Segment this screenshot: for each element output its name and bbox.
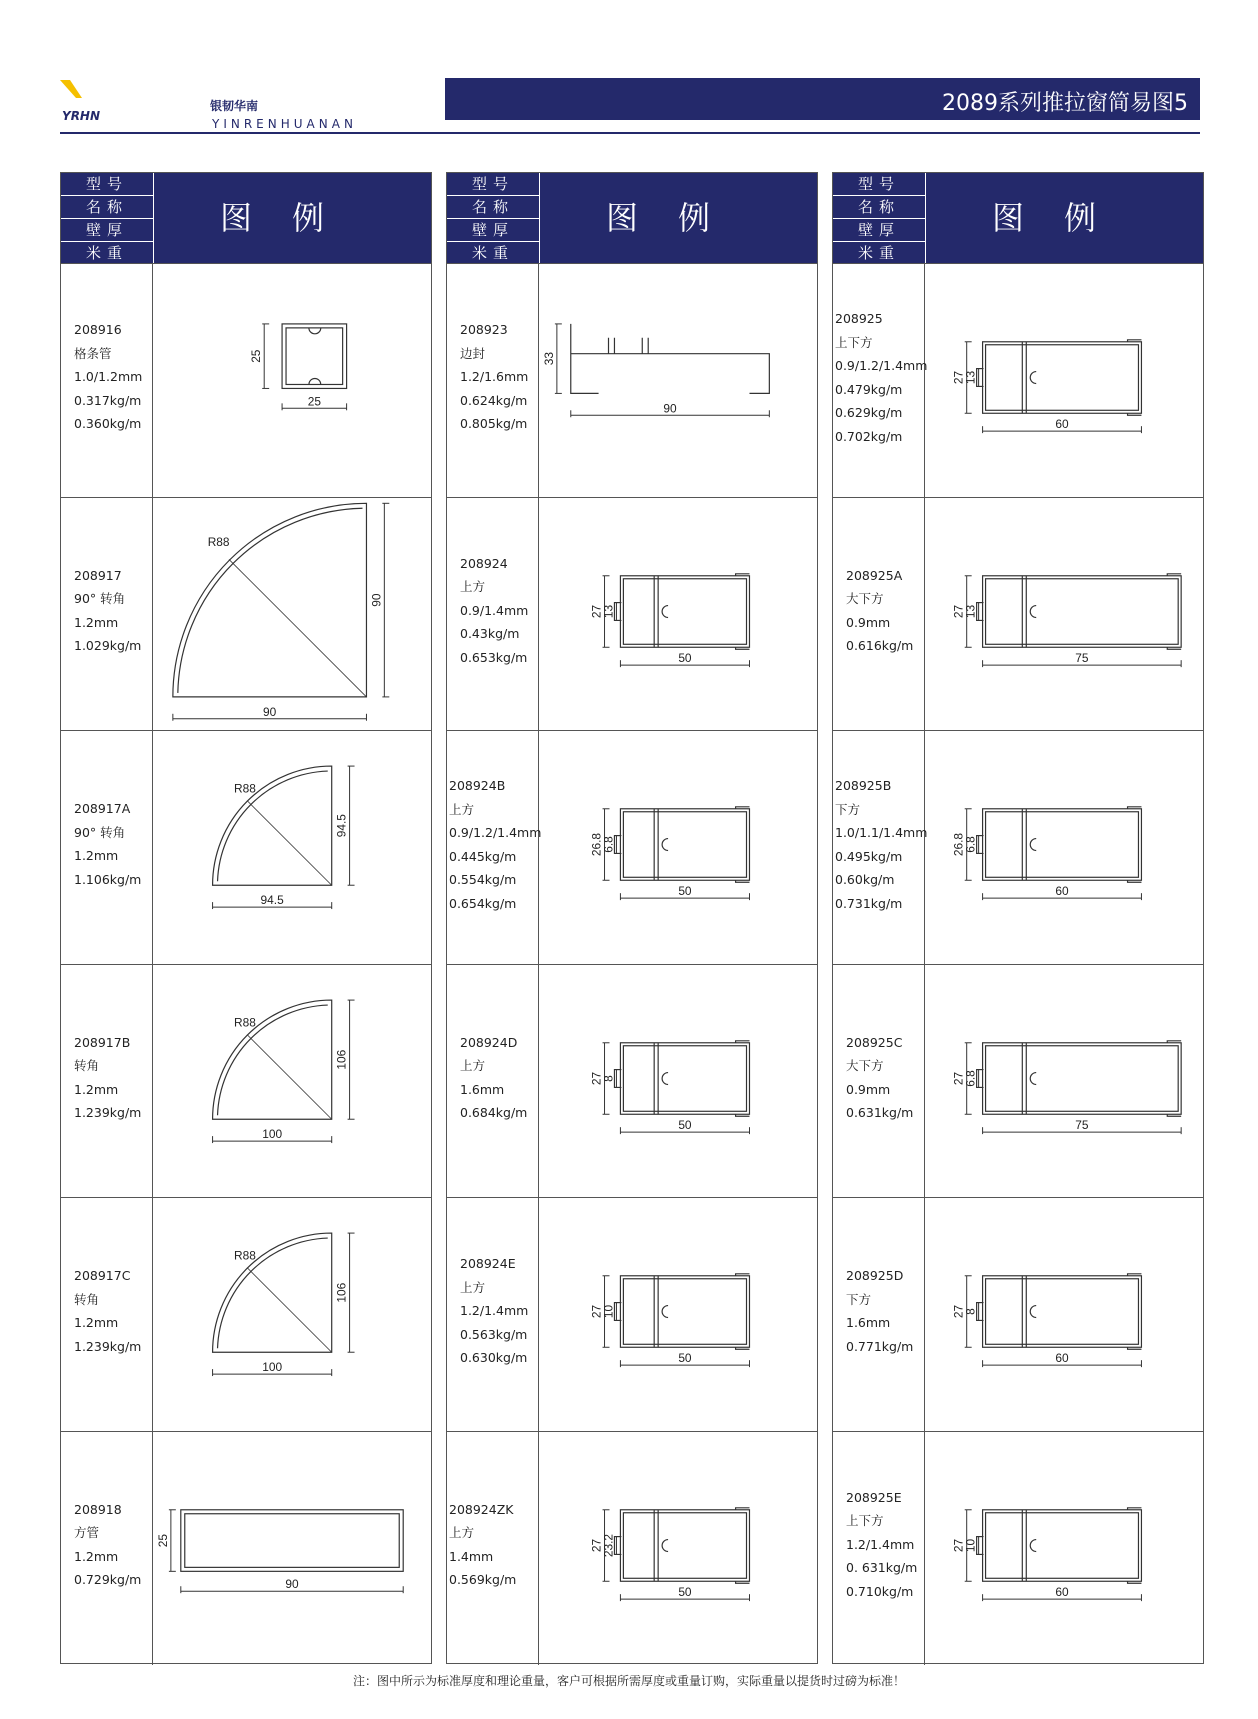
svg-text:50: 50 bbox=[678, 650, 692, 665]
profile-code: 208924E bbox=[460, 1256, 516, 1271]
profile-weight: 0.653kg/m bbox=[460, 649, 528, 665]
profile-drawing bbox=[539, 264, 817, 497]
profile-drawing bbox=[153, 1198, 431, 1431]
profile-code: 208925B bbox=[835, 778, 892, 793]
profile-weight: 0.729kg/m bbox=[74, 1572, 142, 1587]
header-label: 壁厚 bbox=[833, 219, 925, 242]
profile-thickness: 0.9mm bbox=[846, 614, 891, 630]
profile-weight: 0.445kg/m bbox=[449, 848, 517, 864]
profile-info bbox=[447, 965, 539, 1198]
profile-code: 208924B bbox=[449, 778, 506, 793]
profile-code: 208923 bbox=[460, 322, 508, 337]
profile-row bbox=[447, 263, 817, 497]
profile-weight: 1.239kg/m bbox=[74, 1105, 142, 1120]
profile-drawing bbox=[153, 1432, 431, 1665]
profile-drawing bbox=[925, 731, 1203, 964]
profile-row bbox=[833, 1431, 1203, 1665]
profile-weight: 0.684kg/m bbox=[460, 1105, 528, 1120]
profile-info bbox=[61, 264, 153, 497]
profile-info bbox=[833, 965, 925, 1198]
profile-name: 上方 bbox=[449, 1525, 475, 1540]
profile-row bbox=[833, 730, 1203, 964]
catalog-column-2 bbox=[446, 172, 818, 1664]
profile-code: 208918 bbox=[74, 1501, 122, 1517]
column-header bbox=[61, 173, 431, 263]
profile-name: 上下方 bbox=[846, 1513, 884, 1528]
profile-info bbox=[61, 731, 153, 964]
profile-name: 上下方 bbox=[835, 334, 873, 350]
svg-text:26.8: 26.8 bbox=[951, 832, 966, 857]
brand-letters: YRHN bbox=[62, 109, 101, 123]
svg-text:60: 60 bbox=[1055, 417, 1069, 432]
header-label: 型号 bbox=[833, 173, 925, 196]
profile-code: 208917A bbox=[74, 801, 131, 816]
brand-cn: 银韧华南 bbox=[210, 99, 259, 113]
profile-weight: 0.771kg/m bbox=[846, 1338, 914, 1354]
svg-text:25: 25 bbox=[249, 349, 264, 363]
profile-thickness: 1.2mm bbox=[74, 1548, 119, 1564]
profile-thickness: 1.6mm bbox=[846, 1315, 891, 1330]
profile-code: 208917C bbox=[74, 1268, 131, 1283]
header-label: 壁厚 bbox=[447, 219, 539, 242]
profile-name: 转角 bbox=[74, 1291, 100, 1307]
profile-info bbox=[447, 731, 542, 964]
svg-text:90: 90 bbox=[663, 401, 677, 416]
catalog-column-1 bbox=[60, 172, 432, 1664]
svg-text:94.5: 94.5 bbox=[334, 814, 349, 838]
svg-text:60: 60 bbox=[1055, 1584, 1069, 1599]
profile-row bbox=[61, 1197, 431, 1431]
svg-text:27: 27 bbox=[951, 1304, 966, 1319]
profile-row bbox=[447, 964, 817, 1198]
profile-code: 208925D bbox=[846, 1268, 904, 1283]
top-rule bbox=[60, 132, 1200, 134]
profile-drawing bbox=[925, 965, 1203, 1198]
profile-weight: 0.631kg/m bbox=[846, 1105, 914, 1120]
svg-text:100: 100 bbox=[262, 1126, 283, 1141]
profile-drawing bbox=[925, 498, 1203, 731]
profile-weight: 0.629kg/m bbox=[835, 405, 903, 420]
svg-text:27: 27 bbox=[589, 1071, 604, 1085]
svg-text:90: 90 bbox=[369, 592, 384, 607]
svg-text:25: 25 bbox=[307, 394, 321, 409]
profile-code: 208917 bbox=[74, 567, 122, 583]
svg-text:25: 25 bbox=[155, 1533, 170, 1547]
profile-code: 208924D bbox=[460, 1034, 518, 1050]
profile-name: 下方 bbox=[846, 1291, 872, 1307]
profile-weight: 0.616kg/m bbox=[846, 638, 914, 653]
svg-text:106: 106 bbox=[334, 1282, 349, 1303]
brand-logo bbox=[60, 72, 440, 132]
header-label: 型号 bbox=[61, 173, 153, 196]
svg-text:23.2: 23.2 bbox=[601, 1533, 616, 1557]
header-label: 米重 bbox=[857, 244, 900, 262]
svg-text:13: 13 bbox=[601, 604, 616, 618]
profile-weight: 1.029kg/m bbox=[74, 638, 142, 653]
profile-thickness: 1.0/1.2mm bbox=[74, 369, 143, 384]
catalog-column-3 bbox=[832, 172, 1204, 1664]
profile-name: 90° 转角 bbox=[74, 591, 126, 606]
profile-name: 上方 bbox=[460, 1058, 486, 1073]
profile-row bbox=[61, 497, 431, 731]
svg-text:50: 50 bbox=[678, 1117, 692, 1132]
header-label: 米重 bbox=[85, 244, 128, 262]
profile-info bbox=[61, 498, 153, 731]
svg-text:50: 50 bbox=[678, 1584, 692, 1599]
profile-thickness: 1.2mm bbox=[74, 848, 119, 863]
profile-drawing bbox=[153, 731, 431, 964]
column-header bbox=[447, 173, 817, 263]
svg-text:8: 8 bbox=[963, 1308, 978, 1315]
profile-weight: 1.106kg/m bbox=[74, 871, 142, 887]
profile-info bbox=[447, 1432, 539, 1665]
profile-thickness: 0.9mm bbox=[846, 1081, 891, 1097]
profile-row bbox=[61, 964, 431, 1198]
svg-text:27: 27 bbox=[951, 604, 966, 618]
profile-weight: 0.43kg/m bbox=[460, 626, 520, 641]
profile-weight: 0.654kg/m bbox=[449, 895, 517, 911]
svg-text:75: 75 bbox=[1075, 650, 1089, 665]
profile-code: 208924ZK bbox=[449, 1501, 514, 1517]
svg-text:27: 27 bbox=[951, 370, 966, 385]
profile-code: 208925E bbox=[846, 1489, 902, 1505]
header-legend: 图例 bbox=[605, 199, 750, 237]
header-labels bbox=[61, 173, 154, 263]
svg-text:75: 75 bbox=[1075, 1117, 1089, 1132]
profile-weight: 0.360kg/m bbox=[74, 416, 142, 431]
svg-text:10: 10 bbox=[601, 1304, 616, 1319]
profile-weight: 0.495kg/m bbox=[835, 848, 903, 864]
svg-text:90: 90 bbox=[285, 1576, 299, 1591]
profile-row bbox=[833, 964, 1203, 1198]
profile-drawing bbox=[539, 498, 817, 731]
svg-text:10: 10 bbox=[963, 1538, 978, 1552]
profile-weight: 0. 631kg/m bbox=[846, 1560, 918, 1575]
svg-text:50: 50 bbox=[678, 1351, 692, 1366]
profile-drawing bbox=[539, 965, 817, 1198]
header-labels bbox=[833, 173, 926, 263]
profile-weight: 0.805kg/m bbox=[460, 416, 528, 431]
svg-text:13: 13 bbox=[963, 604, 978, 618]
profile-weight: 0.569kg/m bbox=[449, 1572, 517, 1587]
profile-weight: 0.60kg/m bbox=[835, 872, 895, 887]
profile-thickness: 1.4mm bbox=[449, 1548, 494, 1564]
svg-text:6.8: 6.8 bbox=[963, 1069, 978, 1087]
profile-name: 格条管 bbox=[74, 345, 112, 361]
header-labels bbox=[447, 173, 540, 263]
svg-text:60: 60 bbox=[1055, 884, 1069, 899]
footer-note: 注：图中所示为标准厚度和理论重量，客户可根据所需厚度或重量订购，实际重量以提货时过磅为标准！ bbox=[352, 1674, 905, 1688]
profile-name: 上方 bbox=[460, 1279, 486, 1295]
header-legend: 图例 bbox=[991, 199, 1136, 237]
svg-text:27: 27 bbox=[589, 1304, 604, 1319]
svg-text:27: 27 bbox=[589, 1538, 604, 1552]
profile-row bbox=[447, 1431, 817, 1665]
header-label: 名称 bbox=[833, 196, 925, 219]
profile-row bbox=[447, 730, 817, 964]
profile-drawing bbox=[539, 1198, 817, 1431]
svg-text:33: 33 bbox=[541, 352, 556, 366]
svg-text:94.5: 94.5 bbox=[260, 893, 284, 908]
profile-code: 208925A bbox=[846, 567, 903, 583]
profile-drawing bbox=[539, 731, 817, 964]
profile-name: 上方 bbox=[460, 579, 486, 594]
profile-name: 90° 转角 bbox=[74, 824, 126, 840]
profile-drawing bbox=[153, 498, 431, 731]
profile-name: 下方 bbox=[835, 801, 861, 817]
profile-weight: 0.317kg/m bbox=[74, 392, 142, 408]
profile-info bbox=[61, 1198, 153, 1431]
svg-text:27: 27 bbox=[951, 1538, 966, 1552]
profile-thickness: 0.9/1.4mm bbox=[460, 602, 529, 618]
title-bar bbox=[445, 78, 1200, 120]
profile-name: 转角 bbox=[74, 1058, 100, 1073]
profile-info bbox=[447, 264, 539, 497]
profile-drawing bbox=[925, 1432, 1203, 1665]
header-legend: 图例 bbox=[219, 199, 364, 237]
profile-code: 208916 bbox=[74, 322, 122, 337]
profile-info bbox=[833, 731, 928, 964]
profile-row bbox=[447, 497, 817, 731]
profile-code: 208925C bbox=[846, 1034, 903, 1050]
svg-text:13: 13 bbox=[963, 370, 978, 385]
profile-thickness: 0.9/1.2/1.4mm bbox=[449, 825, 542, 840]
profile-row bbox=[447, 1197, 817, 1431]
profile-thickness: 1.2/1.6mm bbox=[460, 369, 529, 384]
profile-drawing bbox=[925, 1198, 1203, 1431]
svg-text:100: 100 bbox=[262, 1360, 283, 1375]
profile-weight: 0.479kg/m bbox=[835, 381, 903, 397]
svg-text:26.8: 26.8 bbox=[589, 832, 604, 857]
profile-weight: 0.554kg/m bbox=[449, 872, 517, 887]
svg-text:50: 50 bbox=[678, 884, 692, 899]
profile-thickness: 1.6mm bbox=[460, 1081, 505, 1097]
svg-text:6.8: 6.8 bbox=[963, 836, 978, 853]
svg-text:R88: R88 bbox=[234, 781, 256, 796]
profile-thickness: 1.2mm bbox=[74, 614, 119, 630]
profile-thickness: 1.2/1.4mm bbox=[460, 1303, 529, 1318]
profile-weight: 0.624kg/m bbox=[460, 392, 528, 408]
header-label: 名称 bbox=[447, 196, 539, 219]
svg-text:27: 27 bbox=[589, 604, 604, 618]
profile-thickness: 1.2mm bbox=[74, 1081, 119, 1097]
profile-row bbox=[833, 1197, 1203, 1431]
header-label: 名称 bbox=[61, 196, 153, 219]
profile-weight: 0.702kg/m bbox=[835, 428, 903, 444]
svg-text:R88: R88 bbox=[234, 1248, 256, 1263]
column-header bbox=[833, 173, 1203, 263]
profile-name: 边封 bbox=[460, 345, 486, 361]
profile-thickness: 1.0/1.1/1.4mm bbox=[835, 825, 928, 840]
profile-info bbox=[833, 1432, 925, 1665]
header-label: 壁厚 bbox=[61, 219, 153, 242]
header-label: 型号 bbox=[447, 173, 539, 196]
profile-thickness: 0.9/1.2/1.4mm bbox=[835, 358, 928, 373]
profile-thickness: 1.2/1.4mm bbox=[846, 1536, 915, 1552]
profile-code: 208917B bbox=[74, 1034, 131, 1050]
svg-text:106: 106 bbox=[334, 1049, 349, 1070]
profile-weight: 0.630kg/m bbox=[460, 1350, 528, 1365]
profile-drawing bbox=[925, 264, 1203, 497]
profile-code: 208925 bbox=[835, 311, 883, 326]
svg-text:R88: R88 bbox=[207, 534, 230, 549]
profile-drawing bbox=[153, 264, 431, 497]
profile-name: 方管 bbox=[74, 1525, 100, 1540]
svg-text:90: 90 bbox=[263, 704, 277, 719]
profile-row bbox=[833, 263, 1203, 497]
profile-info bbox=[447, 1198, 539, 1431]
profile-row bbox=[833, 497, 1203, 731]
svg-text:R88: R88 bbox=[234, 1014, 256, 1029]
profile-drawing bbox=[539, 1432, 817, 1665]
profile-weight: 0.710kg/m bbox=[846, 1583, 914, 1599]
profile-weight: 0.731kg/m bbox=[835, 895, 903, 911]
profile-name: 大下方 bbox=[846, 1058, 884, 1073]
profile-info bbox=[61, 965, 153, 1198]
profile-weight: 0.563kg/m bbox=[460, 1326, 528, 1342]
profile-row bbox=[61, 1431, 431, 1665]
doc-title: 2089系列推拉窗简易图5 bbox=[942, 91, 1188, 116]
profile-code: 208924 bbox=[460, 555, 508, 571]
profile-thickness: 1.2mm bbox=[74, 1315, 119, 1330]
svg-text:60: 60 bbox=[1055, 1351, 1069, 1366]
profile-drawing bbox=[153, 965, 431, 1198]
svg-text:27: 27 bbox=[951, 1071, 966, 1085]
profile-weight: 1.239kg/m bbox=[74, 1338, 142, 1354]
profile-row bbox=[61, 263, 431, 497]
profile-info bbox=[833, 1198, 925, 1431]
profile-info bbox=[61, 1432, 153, 1665]
header-label: 米重 bbox=[471, 244, 514, 262]
profile-name: 大下方 bbox=[846, 591, 884, 606]
profile-row bbox=[61, 730, 431, 964]
profile-name: 上方 bbox=[449, 801, 475, 817]
profile-info bbox=[447, 498, 539, 731]
svg-text:6.8: 6.8 bbox=[601, 836, 616, 853]
svg-text:8: 8 bbox=[601, 1074, 616, 1082]
brand-pinyin: YINRENHUANAN bbox=[212, 117, 357, 131]
profile-info bbox=[833, 498, 925, 731]
profile-info bbox=[833, 264, 928, 497]
